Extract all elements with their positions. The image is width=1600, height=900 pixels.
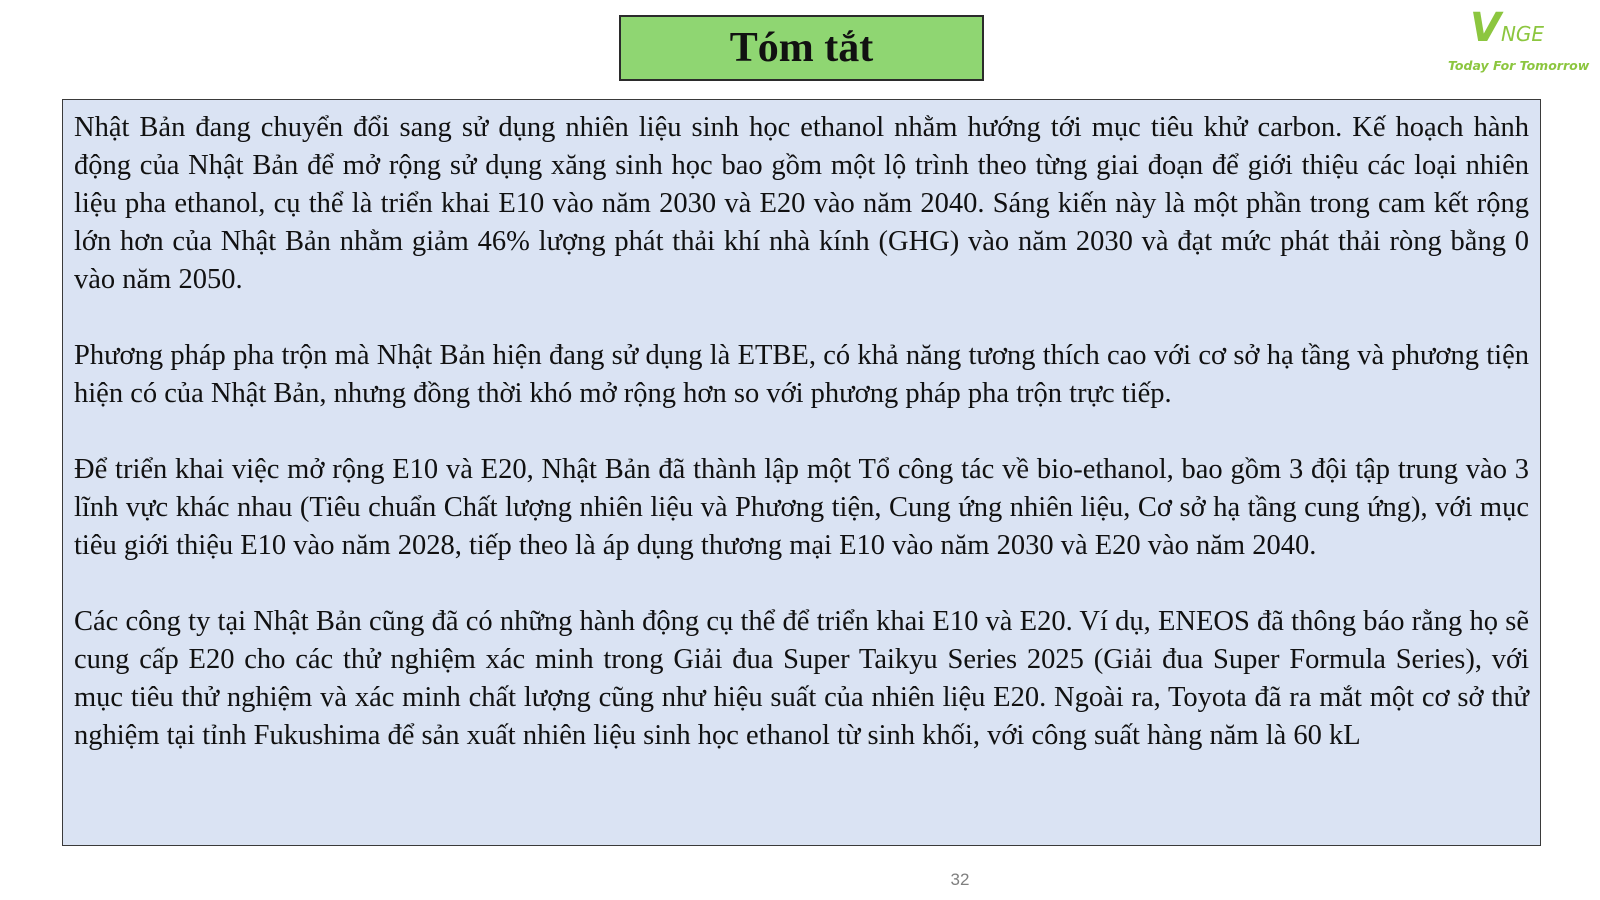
logo-mark-rest: NGE [1500,22,1545,46]
logo-mark [1470,5,1545,51]
logo-mark-v: V [1470,5,1501,51]
slide-title: Tóm tắt [729,25,874,71]
summary-paragraph-1: Nhật Bản đang chuyển đổi sang sử dụng nhiên liệu sinh học ethanol nhằm hướng tới mục tiêu khử carbon. Kế hoạch hành động của Nhật Bản để mở rộng sử dụng xăng sinh học bao gồm một lộ trình theo từng giai đoạn để giới thiệu các loại nhiên liệu pha ethanol, cụ thể là triển khai E10 vào năm 2030 và E20 vào năm 2040. Sáng kiến này là một phần trong cam kết rộng lớn hơn của Nhật Bản nhằm giảm 46% lượng phát thải khí nhà kính (GHG) vào năm 2030 và đạt mức phát thải ròng bằng 0 vào năm 2050. [74,112,1529,295]
summary-paragraph-3: Để triển khai việc mở rộng E10 và E20, Nhật Bản đã thành lập một Tổ công tác về bio-ethanol, bao gồm 3 đội tập trung vào 3 lĩnh vực khác nhau (Tiêu chuẩn Chất lượng nhiên liệu và Phương tiện, Cung ứng nhiên liệu, Cơ sở hạ tầng cung ứng), với mục tiêu giới thiệu E10 vào năm 2028, tiếp theo là áp dụng thương mại E10 vào năm 2030 và E20 vào năm 2040. [74,454,1529,561]
page-number: 32 [950,870,970,889]
vnge-logo [1430,5,1595,78]
summary-content-box [62,99,1541,846]
summary-paragraph-2: Phương pháp pha trộn mà Nhật Bản hiện đang sử dụng là ETBE, có khả năng tương thích cao với cơ sở hạ tầng và phương tiện hiện có của Nhật Bản, nhưng đồng thời khó mở rộng hơn so với phương pháp pha trộn trực tiếp. [74,340,1529,409]
logo-tagline: Today For Tomorrow [1448,58,1590,73]
slide-title-box [619,15,984,81]
summary-paragraph-4: Các công ty tại Nhật Bản cũng đã có những hành động cụ thể để triển khai E10 và E20. Ví dụ, ENEOS đã thông báo rằng họ sẽ cung cấp E20 cho các thử nghiệm xác minh trong Giải đua Super Taikyu Series 2025 (Giải đua Super Formula Series), với mục tiêu thử nghiệm và xác minh chất lượng cũng như hiệu suất của nhiên liệu E20. Ngoài ra, Toyota đã ra mắt một cơ sở thử nghiệm tại tỉnh Fukushima để sản xuất nhiên liệu sinh học ethanol từ sinh khối, với công suất hàng năm là 60 kL [74,606,1529,751]
